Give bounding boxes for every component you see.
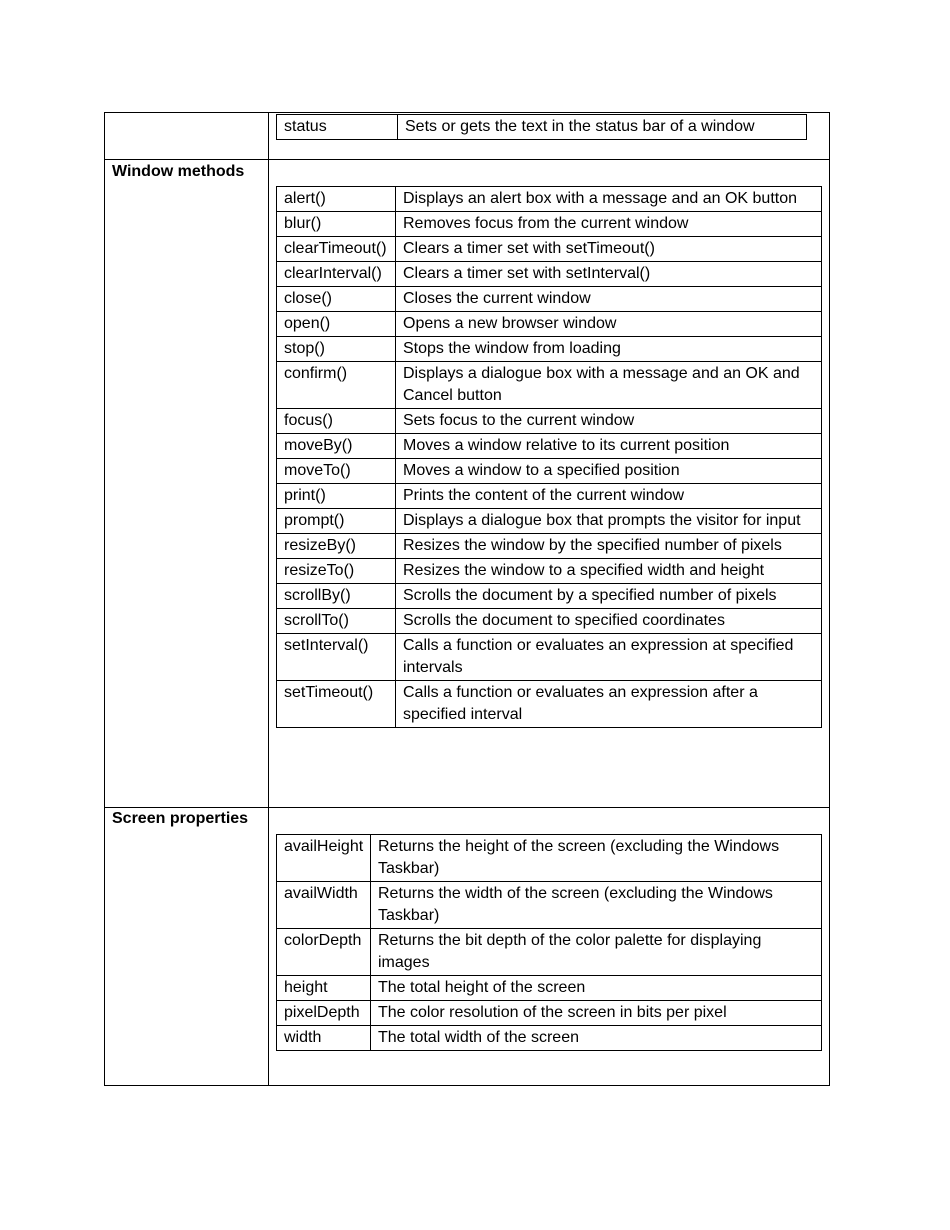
table-row (277, 337, 822, 362)
table-row (277, 882, 822, 929)
table-row (277, 1001, 822, 1026)
table-row (277, 584, 822, 609)
method-name: clearTimeout() (277, 237, 396, 262)
table-row (277, 609, 822, 634)
method-description: Resizes the window by the specified number of pixels (396, 534, 822, 559)
table-row (277, 115, 807, 140)
table-row (277, 237, 822, 262)
method-name: prompt() (277, 509, 396, 534)
property-name: availWidth (277, 882, 371, 929)
method-name: close() (277, 287, 396, 312)
section-label-window-methods: Window methods (112, 163, 245, 180)
method-name: stop() (277, 337, 396, 362)
table-row (277, 459, 822, 484)
method-description: Sets focus to the current window (396, 409, 822, 434)
section-label-screen-properties: Screen properties (112, 810, 249, 827)
screen-properties-table (276, 834, 822, 1051)
property-description: Returns the height of the screen (excluding the Windows Taskbar) (371, 835, 822, 882)
table-row (277, 434, 822, 459)
method-name: resizeBy() (277, 534, 396, 559)
table-row (277, 362, 822, 409)
property-description: The color resolution of the screen in bits per pixel (371, 1001, 822, 1026)
method-name: focus() (277, 409, 396, 434)
method-description: Calls a function or evaluates an expression at specified intervals (396, 634, 822, 681)
table-row (277, 835, 822, 882)
method-name: confirm() (277, 362, 396, 409)
method-description: Displays a dialogue box with a message and an OK and Cancel button (396, 362, 822, 409)
table-row (277, 312, 822, 337)
property-name: width (277, 1026, 371, 1051)
table-row (277, 559, 822, 584)
table-row (277, 929, 822, 976)
property-description: The total height of the screen (371, 976, 822, 1001)
method-description: Calls a function or evaluates an expression after a specified interval (396, 681, 822, 728)
method-name: open() (277, 312, 396, 337)
method-name: scrollTo() (277, 609, 396, 634)
method-name: resizeTo() (277, 559, 396, 584)
method-description: Resizes the window to a specified width and height (396, 559, 822, 584)
property-description: Returns the width of the screen (excluding the Windows Taskbar) (371, 882, 822, 929)
table-row (277, 187, 822, 212)
table-row (277, 262, 822, 287)
method-description: Moves a window to a specified position (396, 459, 822, 484)
method-description: Closes the current window (396, 287, 822, 312)
table-row (277, 212, 822, 237)
table-row (277, 681, 822, 728)
method-description: Scrolls the document by a specified number of pixels (396, 584, 822, 609)
table-row (277, 976, 822, 1001)
method-name: blur() (277, 212, 396, 237)
reference-table (104, 112, 830, 1086)
method-description: Displays an alert box with a message and an OK button (396, 187, 822, 212)
window-methods-table (276, 186, 822, 728)
method-name: alert() (277, 187, 396, 212)
method-description: Moves a window relative to its current position (396, 434, 822, 459)
method-name: scrollBy() (277, 584, 396, 609)
method-description: Scrolls the document to specified coordinates (396, 609, 822, 634)
column-divider (268, 113, 269, 1085)
method-description: Displays a dialogue box that prompts the visitor for input (396, 509, 822, 534)
property-description: Returns the bit depth of the color palette for displaying images (371, 929, 822, 976)
property-description: Sets or gets the text in the status bar of a window (398, 115, 807, 140)
method-description: Opens a new browser window (396, 312, 822, 337)
table-row (277, 534, 822, 559)
property-name: availHeight (277, 835, 371, 882)
method-name: moveBy() (277, 434, 396, 459)
property-description: The total width of the screen (371, 1026, 822, 1051)
row-divider (105, 159, 829, 160)
method-description: Clears a timer set with setInterval() (396, 262, 822, 287)
table-row (277, 509, 822, 534)
table-row (277, 1026, 822, 1051)
method-name: moveTo() (277, 459, 396, 484)
status-table (276, 114, 807, 140)
table-row (277, 409, 822, 434)
method-description: Removes focus from the current window (396, 212, 822, 237)
method-name: clearInterval() (277, 262, 396, 287)
property-name: status (277, 115, 398, 140)
property-name: colorDepth (277, 929, 371, 976)
property-name: pixelDepth (277, 1001, 371, 1026)
table-row (277, 634, 822, 681)
method-description: Prints the content of the current window (396, 484, 822, 509)
table-row (277, 484, 822, 509)
method-name: setInterval() (277, 634, 396, 681)
method-description: Clears a timer set with setTimeout() (396, 237, 822, 262)
table-row (277, 287, 822, 312)
method-description: Stops the window from loading (396, 337, 822, 362)
method-name: print() (277, 484, 396, 509)
property-name: height (277, 976, 371, 1001)
method-name: setTimeout() (277, 681, 396, 728)
